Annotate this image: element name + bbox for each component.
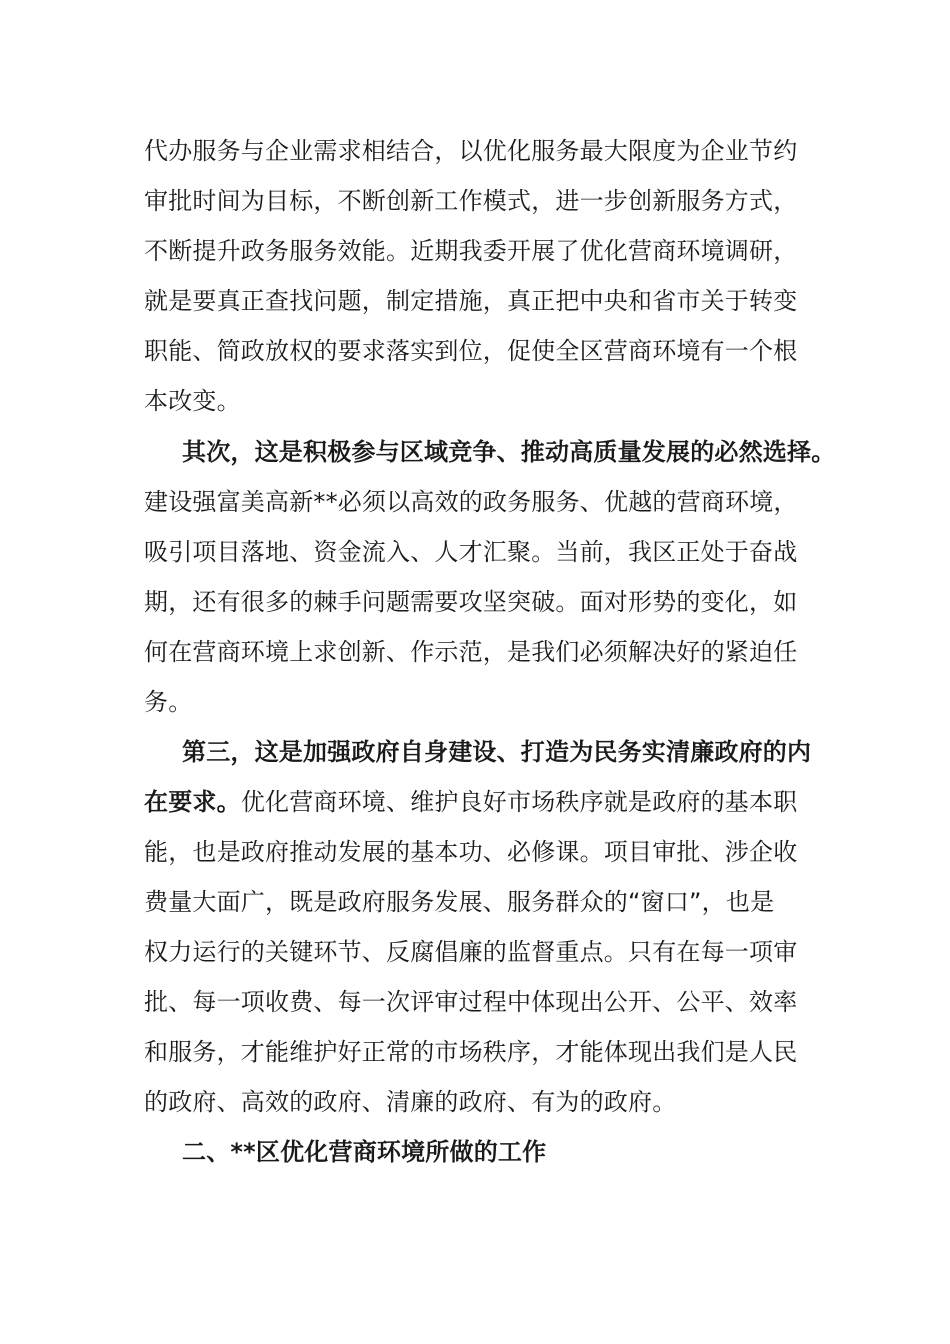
body-text-line: 期，还有很多的棘手问题需要攻坚突破。面对形势的变化，如	[144, 588, 798, 616]
body-text-line: 不断提升政务服务效能。近期我委开展了优化营商环境调研，	[144, 237, 798, 265]
body-text-line: 代办服务与企业需求相结合，以优化服务最大限度为企业节约	[144, 137, 798, 165]
paragraph-lead-heading: 第三，这是加强政府自身建设、打造为民务实清廉政府的内	[182, 738, 812, 766]
body-text-line: 建设强富美高新**必须以高效的政务服务、优越的营商环境，	[144, 488, 798, 516]
body-text-line: 和服务，才能维护好正常的市场秩序，才能体现出我们是人民	[144, 1038, 798, 1066]
body-text-line: 权力运行的关键环节、反腐倡廉的监督重点。只有在每一项审	[144, 938, 798, 966]
body-text-line: 能，也是政府推动发展的基本功、必修课。项目审批、涉企收	[144, 838, 798, 866]
body-text-line: 就是要真正查找问题，制定措施，真正把中央和省市关于转变	[144, 287, 798, 315]
body-text-line: 批、每一项收费、每一次评审过程中体现出公开、公平、效率	[144, 988, 798, 1016]
paragraph-lead-heading: 其次，这是积极参与区域竞争、推动高质量发展的必然选择。	[182, 438, 836, 466]
body-text-line: 费量大面广，既是政府服务发展、服务群众的“窗口”，也是	[144, 888, 775, 916]
body-text-line: 职能、简政放权的要求落实到位，促使全区营商环境有一个根	[144, 337, 798, 365]
body-text-line	[144, 786, 797, 818]
body-text-line: 何在营商环境上求创新、作示范，是我们必须解决好的紧迫任	[144, 638, 798, 666]
body-text-line: 的政府、高效的政府、清廉的政府、有为的政府。	[144, 1088, 677, 1116]
body-text-line: 审批时间为目标，不断创新工作模式，进一步创新服务方式，	[144, 187, 798, 215]
body-text-line: 吸引项目落地、资金流入、人才汇聚。当前，我区正处于奋战	[144, 538, 798, 566]
paragraph-lead-heading-end: 在要求。	[144, 788, 241, 816]
section-heading: 二、**区优化营商环境所做的工作	[182, 1138, 547, 1166]
body-text-segment: 优化营商环境、维护良好市场秩序就是政府的基本职	[240, 788, 798, 816]
body-text-line: 务。	[144, 688, 193, 716]
body-text-line: 本改变。	[144, 387, 241, 415]
